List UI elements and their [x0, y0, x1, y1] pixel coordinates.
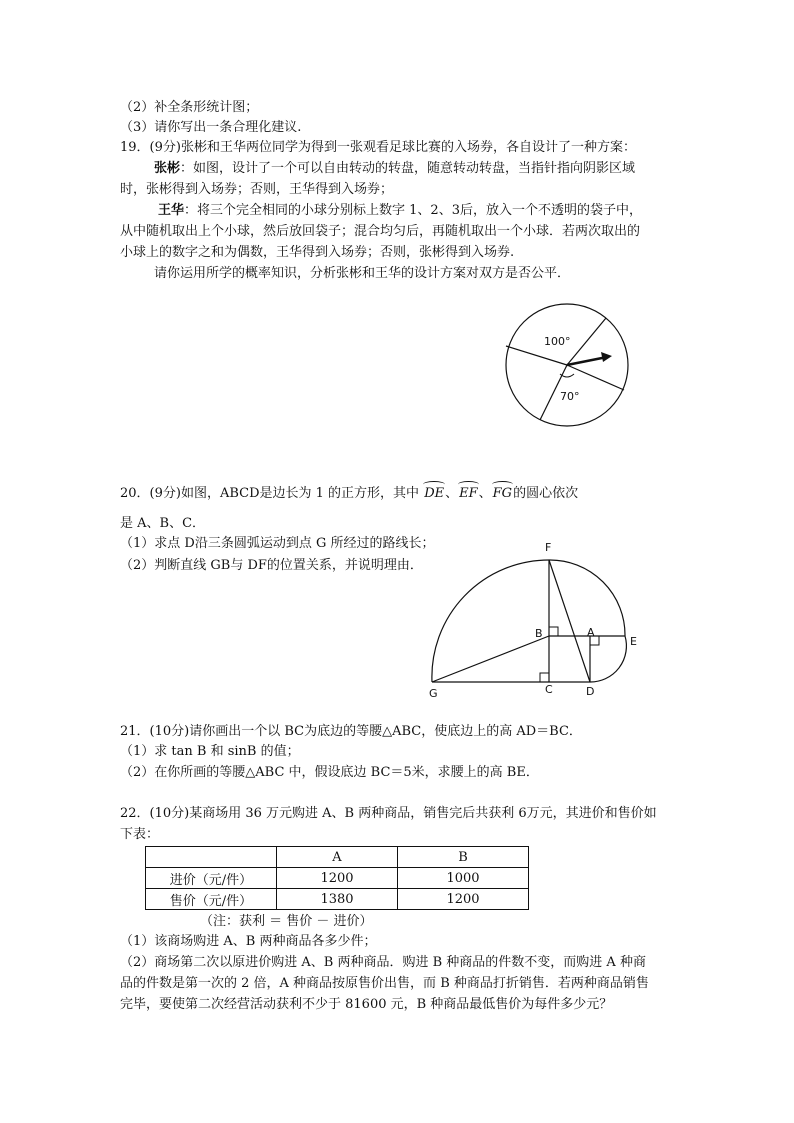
label-c: C [545, 683, 553, 696]
q19-ask: 请你运用所学的概率知识，分析张彬和王华的设计方案对双方是否公平． [154, 266, 571, 281]
right-angle-mark-b [549, 627, 558, 636]
arc-de-curve [590, 636, 626, 682]
q20-sep-1: 、 [445, 486, 459, 501]
q20-intro-c: 是 A、B、C． [120, 516, 206, 531]
q22-part2-line2: 品的件数是第一次的 2 倍，A 种商品按原售价出售，而 B 种商品打折销售．若两种商品销售 [120, 976, 649, 991]
table-header-cell: B [398, 847, 529, 868]
q18-part3: （3）请你写出一条合理化建议. [120, 120, 302, 135]
q19-wang-text: ：将三个完全相同的小球分别标上数字 1、2、3后，放入一个不透明的袋子中， [184, 203, 642, 218]
angle-label-70: 70° [560, 390, 580, 403]
table-cell: 1200 [398, 889, 529, 910]
q19-intro: 19．(9分)张彬和王华两位同学为得到一张观看足球比赛的入场券，各自设计了一种方案： [120, 140, 636, 155]
q20-sep-2: 、 [478, 486, 492, 501]
label-g: G [429, 687, 438, 700]
q22-intro2: 下表： [120, 827, 160, 842]
q20-intro-b: 的圆心依次 [513, 486, 579, 501]
table-header-row [146, 847, 529, 868]
q19-zhang-line2: 时，张彬得到入场券；否则，王华得到入场券； [120, 182, 394, 197]
q20-intro-a: 20．(9分)如图，ABCD是边长为 1 的正方形，其中 [120, 486, 420, 501]
q21-part1: （1）求 tan B 和 sinB 的值； [120, 744, 300, 759]
q19-wang-name: 王华 [158, 203, 185, 218]
table-cell: 1380 [277, 889, 398, 910]
arc-ef-curve [549, 560, 625, 636]
q18-part2: （2）补全条形统计图； [120, 100, 259, 115]
q19-zhang-name: 张彬 [154, 161, 181, 176]
table-header-cell: A [277, 847, 398, 868]
q20-part2: （2）判断直线 GB与 DF的位置关系，并说明理由． [120, 558, 423, 573]
q20-part1: （1）求点 D沿三条圆弧运动到点 G 所经过的路线长； [120, 536, 435, 551]
q22-note: （注：获利 ＝ 售价 － 进价） [200, 914, 373, 929]
table-header-cell [146, 847, 277, 868]
label-a: A [587, 626, 595, 639]
q22-part2-line1: （2）商场第二次以原进价购进 A、B 两种商品．购进 B 种商品的件数不变，而购进 A 种商 [120, 955, 646, 970]
label-b: B [535, 627, 543, 640]
price-table [145, 846, 529, 910]
label-f: F [545, 541, 552, 554]
right-angle-mark-c [540, 673, 549, 682]
label-d: D [586, 685, 595, 698]
label-e: E [630, 635, 637, 648]
q22-intro1: 22．(10分)某商场用 36 万元购进 A、B 两种商品，销售完后共获利 6万元，其进价和售价如 [120, 806, 657, 821]
line-fd [549, 560, 590, 682]
q19-wang-line2: 从中随机取出上个小球，然后放回袋子；混合均匀后，再随机取出一个小球．若两次取出的 [120, 224, 641, 239]
arc-ef: EF [458, 484, 479, 504]
q19-zhang-text: ：如图，设计了一个可以自由转动的转盘，随意转动转盘，当指针指向阴影区域 [180, 161, 636, 176]
q19-wang-line3: 小球上的数字之和为偶数，王华得到入场券；否则，张彬得到入场券. [120, 245, 515, 260]
table-cell: 1200 [277, 868, 398, 889]
angle-label-100: 100° [544, 335, 571, 348]
q22-part2-line3: 完毕，要使第二次经营活动获利不少于 81600 元，B 种商品最低售价为每件多少元？ [120, 997, 613, 1012]
arc-fg: FG [492, 484, 513, 504]
q21-intro: 21．(10分)请你画出一个以 BC为底边的等腰△ABC，使底边上的高 AD＝BC． [120, 724, 582, 739]
table-row [146, 889, 529, 910]
q22-part1: （1）该商场购进 A、B 两种商品各多少件； [120, 934, 377, 949]
table-row [146, 868, 529, 889]
table-cell: 进价（元/件） [146, 868, 277, 889]
q21-part2: （2）在你所画的等腰△ABC 中，假设底边 BC＝5米，求腰上的高 BE． [120, 765, 539, 780]
arc-fg-curve [432, 560, 549, 682]
table-cell: 售价（元/件） [146, 889, 277, 910]
table-cell: 1000 [398, 868, 529, 889]
arc-de: DE [423, 484, 445, 504]
line-gb [432, 636, 549, 682]
